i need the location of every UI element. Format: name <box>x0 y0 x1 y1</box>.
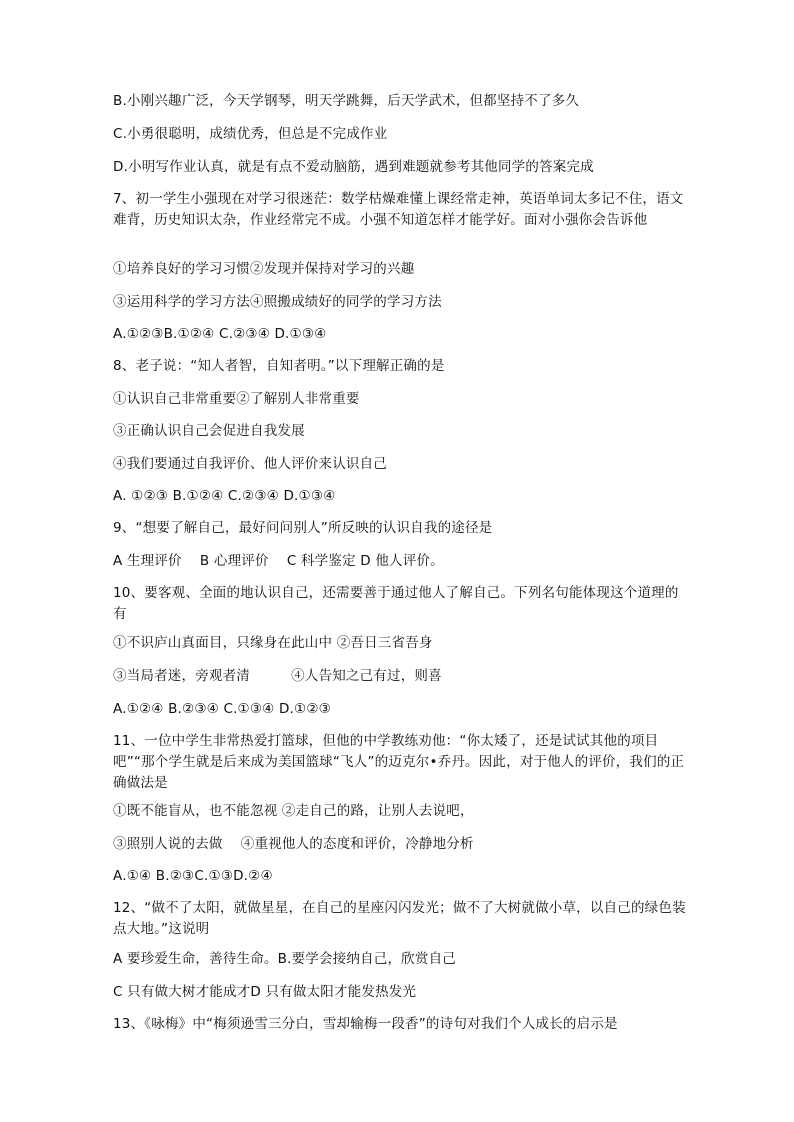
q11-statements-2: ③照别人说的去做 ④重视他人的态度和评价，冷静地分析 <box>113 836 474 852</box>
question-11: 11、一位中学生非常热爱打篮球，但他的中学教练劝他：“你太矮了，还是试试其他的项目吧”“那个学生就是后来成为美国篮球“飞人”的迈克尔•乔丹。因此，对于他人的评价，我们的正确做法是 <box>113 733 685 791</box>
q10-statements-2: ③当局者迷，旁观者清 ④人告知之己有过，则喜 <box>113 668 442 684</box>
option-b-q6: B.小刚兴趣广泛，今天学钢琴，明天学跳舞，后天学武术，但都坚持不了多久 <box>113 93 580 109</box>
q11-statements-1: ①既不能盲从，也不能忽视 ②走自己的路，让别人去说吧， <box>113 803 474 819</box>
question-8: 8、老子说：“知人者智，自知者明。”以下理解正确的是 <box>113 358 445 374</box>
question-12: 12、“做不了太阳，就做星星，在自己的星座闪闪发光；做不了大树就做小草，以自己的绿色装点大地。”这说明 <box>113 900 686 937</box>
q8-options: A. ①②③ B.①②④ C.②③④ D.①③④ <box>113 488 336 504</box>
q7-statements-2: ③运用科学的学习方法④照搬成绩好的同学的学习方法 <box>113 294 442 310</box>
q9-options: A 生理评价 B 心理评价 C 科学鉴定 D 他人评价。 <box>113 553 444 569</box>
q7-options: A.①②③B.①②④ C.②③④ D.①③④ <box>113 326 327 342</box>
q8-statements-2: ③正确认识自己会促进自我发展 <box>113 423 305 439</box>
question-13: 13、《咏梅》中“梅须逊雪三分白，雪却输梅一段香”的诗句对我们个人成长的启示是 <box>113 1016 618 1032</box>
q10-statements-1: ①不识庐山真面目，只缘身在此山中 ②吾日三省吾身 <box>113 635 433 651</box>
question-7: 7、初一学生小强现在对学习很迷茫：数学枯燥难懂上课经常走神，英语单词太多记不住，语文难背，历史知识太杂，作业经常完不成。小强不知道怎样才能学好。面对小强你会告诉他 <box>113 191 684 228</box>
q8-statements-1: ①认识自己非常重要②了解别人非常重要 <box>113 391 360 407</box>
q12-options-ab: A 要珍爱生命，善待生命。B.要学会接纳自己，欣赏自己 <box>113 951 456 967</box>
q8-statements-3: ④我们要通过自我评价、他人评价来认识自己 <box>113 456 387 472</box>
question-9: 9、“想要了解自己，最好问问别人”所反映的认识自我的途径是 <box>113 520 493 536</box>
q12-options-cd: C 只有做大树才能成才D 只有做太阳才能发热发光 <box>113 984 417 1000</box>
q11-options: A.①④ B.②③C.①③D.②④ <box>113 868 273 884</box>
option-d-q6: D.小明写作业认真，就是有点不爱动脑筋，遇到难题就参考其他同学的答案完成 <box>113 159 594 175</box>
question-10: 10、要客观、全面的地认识自己，还需要善于通过他人了解自己。下列名句能体现这个道理的有 <box>113 585 679 622</box>
q7-statements-1: ①培养良好的学习习惯②发现并保持对学习的兴趣 <box>113 261 415 277</box>
option-c-q6: C.小勇很聪明，成绩优秀，但总是不完成作业 <box>113 126 388 142</box>
q10-options: A.①②④ B.②③④ C.①③④ D.①②③ <box>113 701 331 717</box>
